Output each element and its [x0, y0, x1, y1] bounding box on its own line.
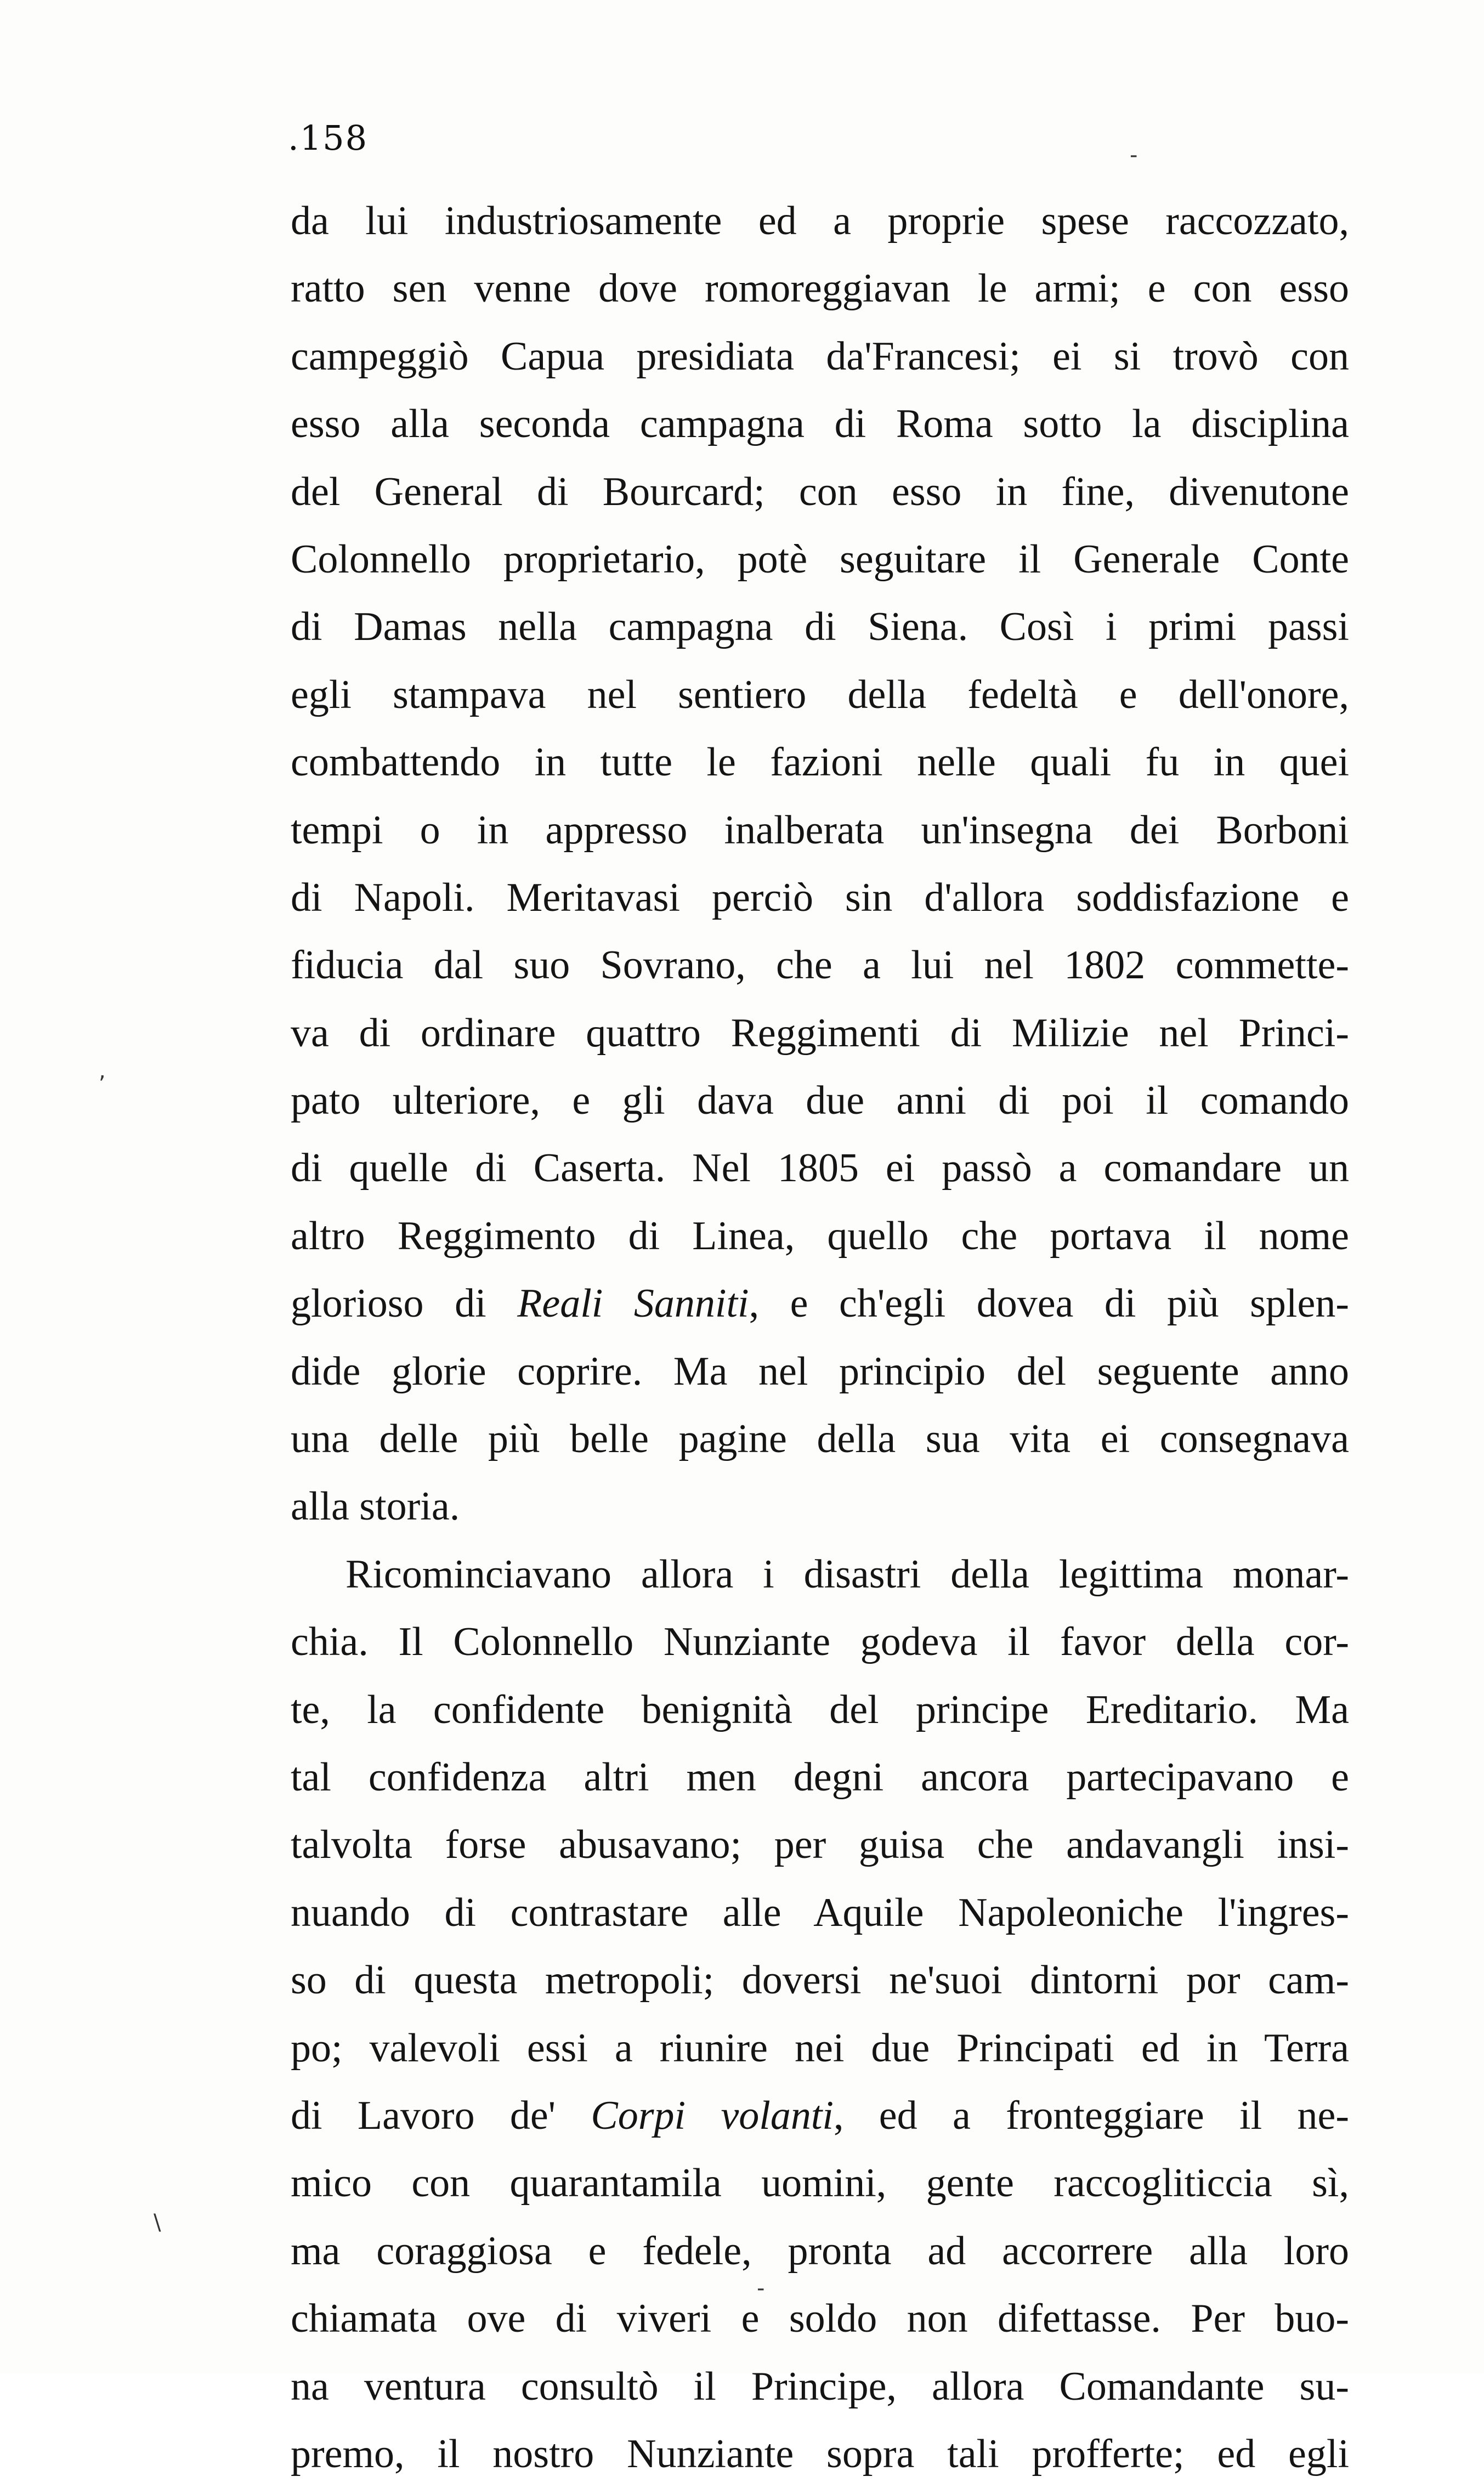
text-segment: , ed a fronteggiare il ne- — [833, 2093, 1349, 2138]
text-line: fiducia dal suo Sovrano, che a lui nel 1802 commette- — [291, 943, 1349, 988]
text-line: tempi o in appresso inalberata un'insegna dei Borboni — [291, 807, 1349, 853]
text-line — [291, 2082, 1349, 2150]
text-line: va di ordinare quattro Reggimenti di Milizie nel Princi- — [291, 1010, 1349, 1056]
text-line: te, la confidente benignità del principe Ereditario. Ma — [291, 1687, 1349, 1732]
text-segment: glorioso di — [291, 1281, 518, 1327]
text-segment: , e ch'egli dovea di più splen- — [749, 1281, 1349, 1327]
text-line: so di questa metropoli; doversi ne'suoi dintorni por cam- — [291, 1958, 1349, 2003]
text-line: altro Reggimento di Linea, quello che portava il nome — [291, 1213, 1349, 1259]
text-line: dide glorie coprire. Ma nel principio del seguente anno — [291, 1348, 1349, 1394]
text-line: Ricominciavano allora i disastri della legittima monar- — [345, 1551, 1349, 1597]
text-line: chia. Il Colonnello Nunziante godeva il favor della cor- — [291, 1619, 1349, 1665]
text-line — [291, 1270, 1349, 1337]
page-number: .158 — [288, 118, 369, 158]
text-line: ma coraggiosa e fedele, pronta ad accorrere alla loro — [291, 2228, 1349, 2274]
text-line: pato ulteriore, e gli dava due anni di poi il comando — [291, 1078, 1349, 1124]
text-line: po; valevoli essi a riunire nei due Principati ed in Terra — [291, 2025, 1349, 2071]
text-line: nuando di contrastare alle Aquile Napoleoniche l'ingres- — [291, 1890, 1349, 1935]
text-line: egli stampava nel sentiero della fedeltà e dell'onore, — [291, 672, 1349, 717]
text-line: di quelle di Caserta. Nel 1805 ei passò a comandare un — [291, 1146, 1349, 1191]
text-line: ratto sen venne dove romoreggiavan le armi; e con esso — [291, 266, 1349, 311]
text-line: Colonnello proprietario, potè seguitare il Generale Conte — [291, 536, 1349, 582]
text-line: esso alla seconda campagna di Roma sotto la disciplina — [291, 401, 1349, 447]
text-line: mico con quarantamila uomini, gente raccogliticcia sì, — [291, 2161, 1349, 2206]
italic-segment: Corpi volanti — [591, 2093, 834, 2138]
text-line: na ventura consultò il Principe, allora Comandante su- — [291, 2364, 1349, 2409]
text-line: premo, il nostro Nunziante sopra tali profferte; ed egli — [291, 2431, 1349, 2476]
text-line: del General di Bourcard; con esso in fine, divenutone — [291, 469, 1349, 514]
text-line: di Napoli. Meritavasi perciò sin d'allora soddisfazione e — [291, 875, 1349, 920]
text-line: alla storia. — [291, 1484, 460, 1529]
text-line: talvolta forse abusavano; per guisa che andavangli insi- — [291, 1822, 1349, 1868]
text-line: chiamata ove di viveri e soldo non difettasse. Per buo- — [291, 2296, 1349, 2342]
paragraph — [291, 188, 1349, 1541]
stray-mark: - — [757, 2276, 765, 2301]
stray-mark: , — [99, 1058, 106, 1084]
stray-mark: - — [1130, 143, 1138, 168]
text-segment: di Lavoro de' — [291, 2093, 591, 2138]
text-line: da lui industriosamente ed a proprie spese raccozzato, — [291, 199, 1349, 243]
body-text — [291, 188, 1349, 2488]
text-line: tal confidenza altri men degni ancora partecipavano e — [291, 1754, 1349, 1800]
stray-mark: \ — [154, 2210, 161, 2235]
text-line: combattendo in tutte le fazioni nelle quali fu in quei — [291, 740, 1349, 785]
italic-segment: Reali Sanniti — [517, 1281, 749, 1327]
paragraph — [291, 1541, 1349, 2488]
text-line: di Damas nella campagna di Siena. Così i primi passi — [291, 604, 1349, 650]
text-line: una delle più belle pagine della sua vita ei consegnava — [291, 1416, 1349, 1462]
text-line: campeggiò Capua presidiata da'Francesi; ei si trovò con — [291, 333, 1349, 379]
